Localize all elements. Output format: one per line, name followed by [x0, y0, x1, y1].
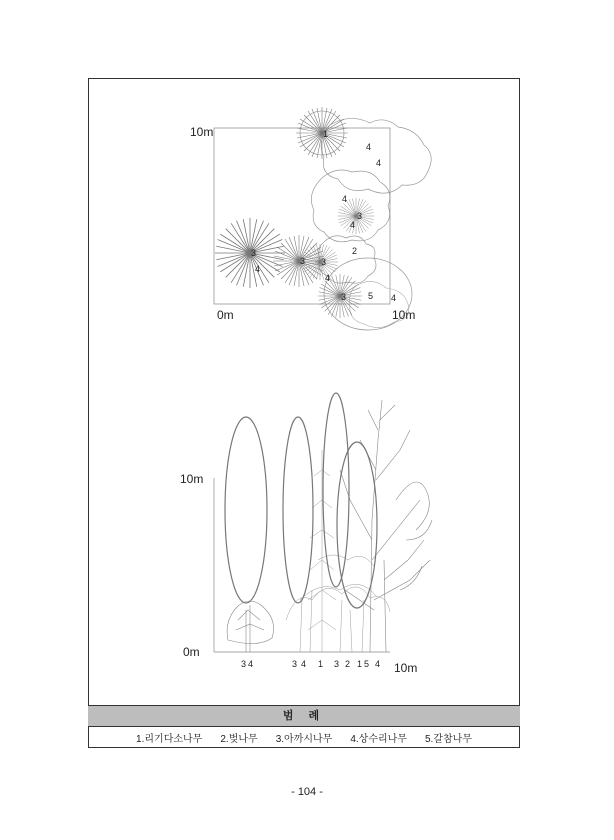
- elevation-axis-right: 10m: [394, 661, 418, 675]
- plan-label: 4: [325, 273, 331, 283]
- legend-item: 5.갈참나무: [424, 734, 472, 745]
- plan-axis-top: 10m: [190, 125, 214, 139]
- plan-axis-right: 10m: [392, 308, 416, 322]
- ellipse-crown-4: [337, 442, 377, 608]
- elevation-base-label: 3: [334, 659, 340, 669]
- legend-item: 1.리기다소나무: [136, 734, 203, 745]
- ellipse-crown-2: [283, 417, 313, 603]
- elevation-base-label: 4: [375, 659, 381, 669]
- legend-item: 3.아까시나무: [275, 734, 333, 745]
- plan-label: 3: [357, 211, 363, 221]
- plan-axis-origin: 0m: [217, 308, 234, 322]
- ellipse-crown-1: [225, 417, 267, 603]
- tree-elevation-broadleaf: [340, 400, 432, 652]
- plan-label: 4: [255, 264, 261, 274]
- page-number: - 104 -: [291, 786, 323, 798]
- legend-item: 4.상수리나무: [350, 734, 407, 745]
- plan-label: 3: [341, 292, 347, 302]
- legend-item: 2.벚나무: [220, 734, 258, 745]
- elevation-base-label: 2: [345, 659, 351, 669]
- plan-label: 3: [251, 248, 257, 258]
- tree-symbol-1: [296, 107, 348, 159]
- plan-label: 4: [376, 158, 382, 168]
- elevation-base-label: 4: [301, 659, 307, 669]
- legend-title: 범 례: [88, 705, 520, 727]
- plan-label: 3: [300, 256, 306, 266]
- plan-label: 4: [342, 194, 348, 204]
- elevation-base-label: 1: [318, 659, 324, 669]
- plan-label: 3: [321, 257, 327, 267]
- canopy-4b: [311, 170, 389, 242]
- elevation-base-label: 1: [357, 659, 363, 669]
- ellipse-crown-3: [323, 393, 349, 587]
- plan-label: 4: [366, 142, 372, 152]
- tree-symbol-3d: [302, 244, 338, 280]
- elevation-view: [180, 393, 432, 675]
- elevation-base-label: 5: [364, 659, 370, 669]
- elevation-axis-origin: 0m: [183, 645, 200, 659]
- elevation-base-label: 4: [248, 659, 254, 669]
- plan-label: 5: [368, 291, 374, 301]
- plan-label: 1: [323, 129, 329, 139]
- legend-items: [88, 727, 520, 748]
- plan-view: [190, 107, 431, 330]
- elevation-base-label: 3: [241, 659, 247, 669]
- plan-label: 2: [352, 246, 358, 256]
- plan-label: 4: [391, 293, 397, 303]
- tree-symbol-3b: [215, 218, 285, 288]
- plan-label: 4: [350, 220, 356, 230]
- tree-elevation-small: [227, 601, 274, 652]
- elevation-axis-top: 10m: [180, 472, 204, 486]
- elevation-base-label: 3: [292, 659, 298, 669]
